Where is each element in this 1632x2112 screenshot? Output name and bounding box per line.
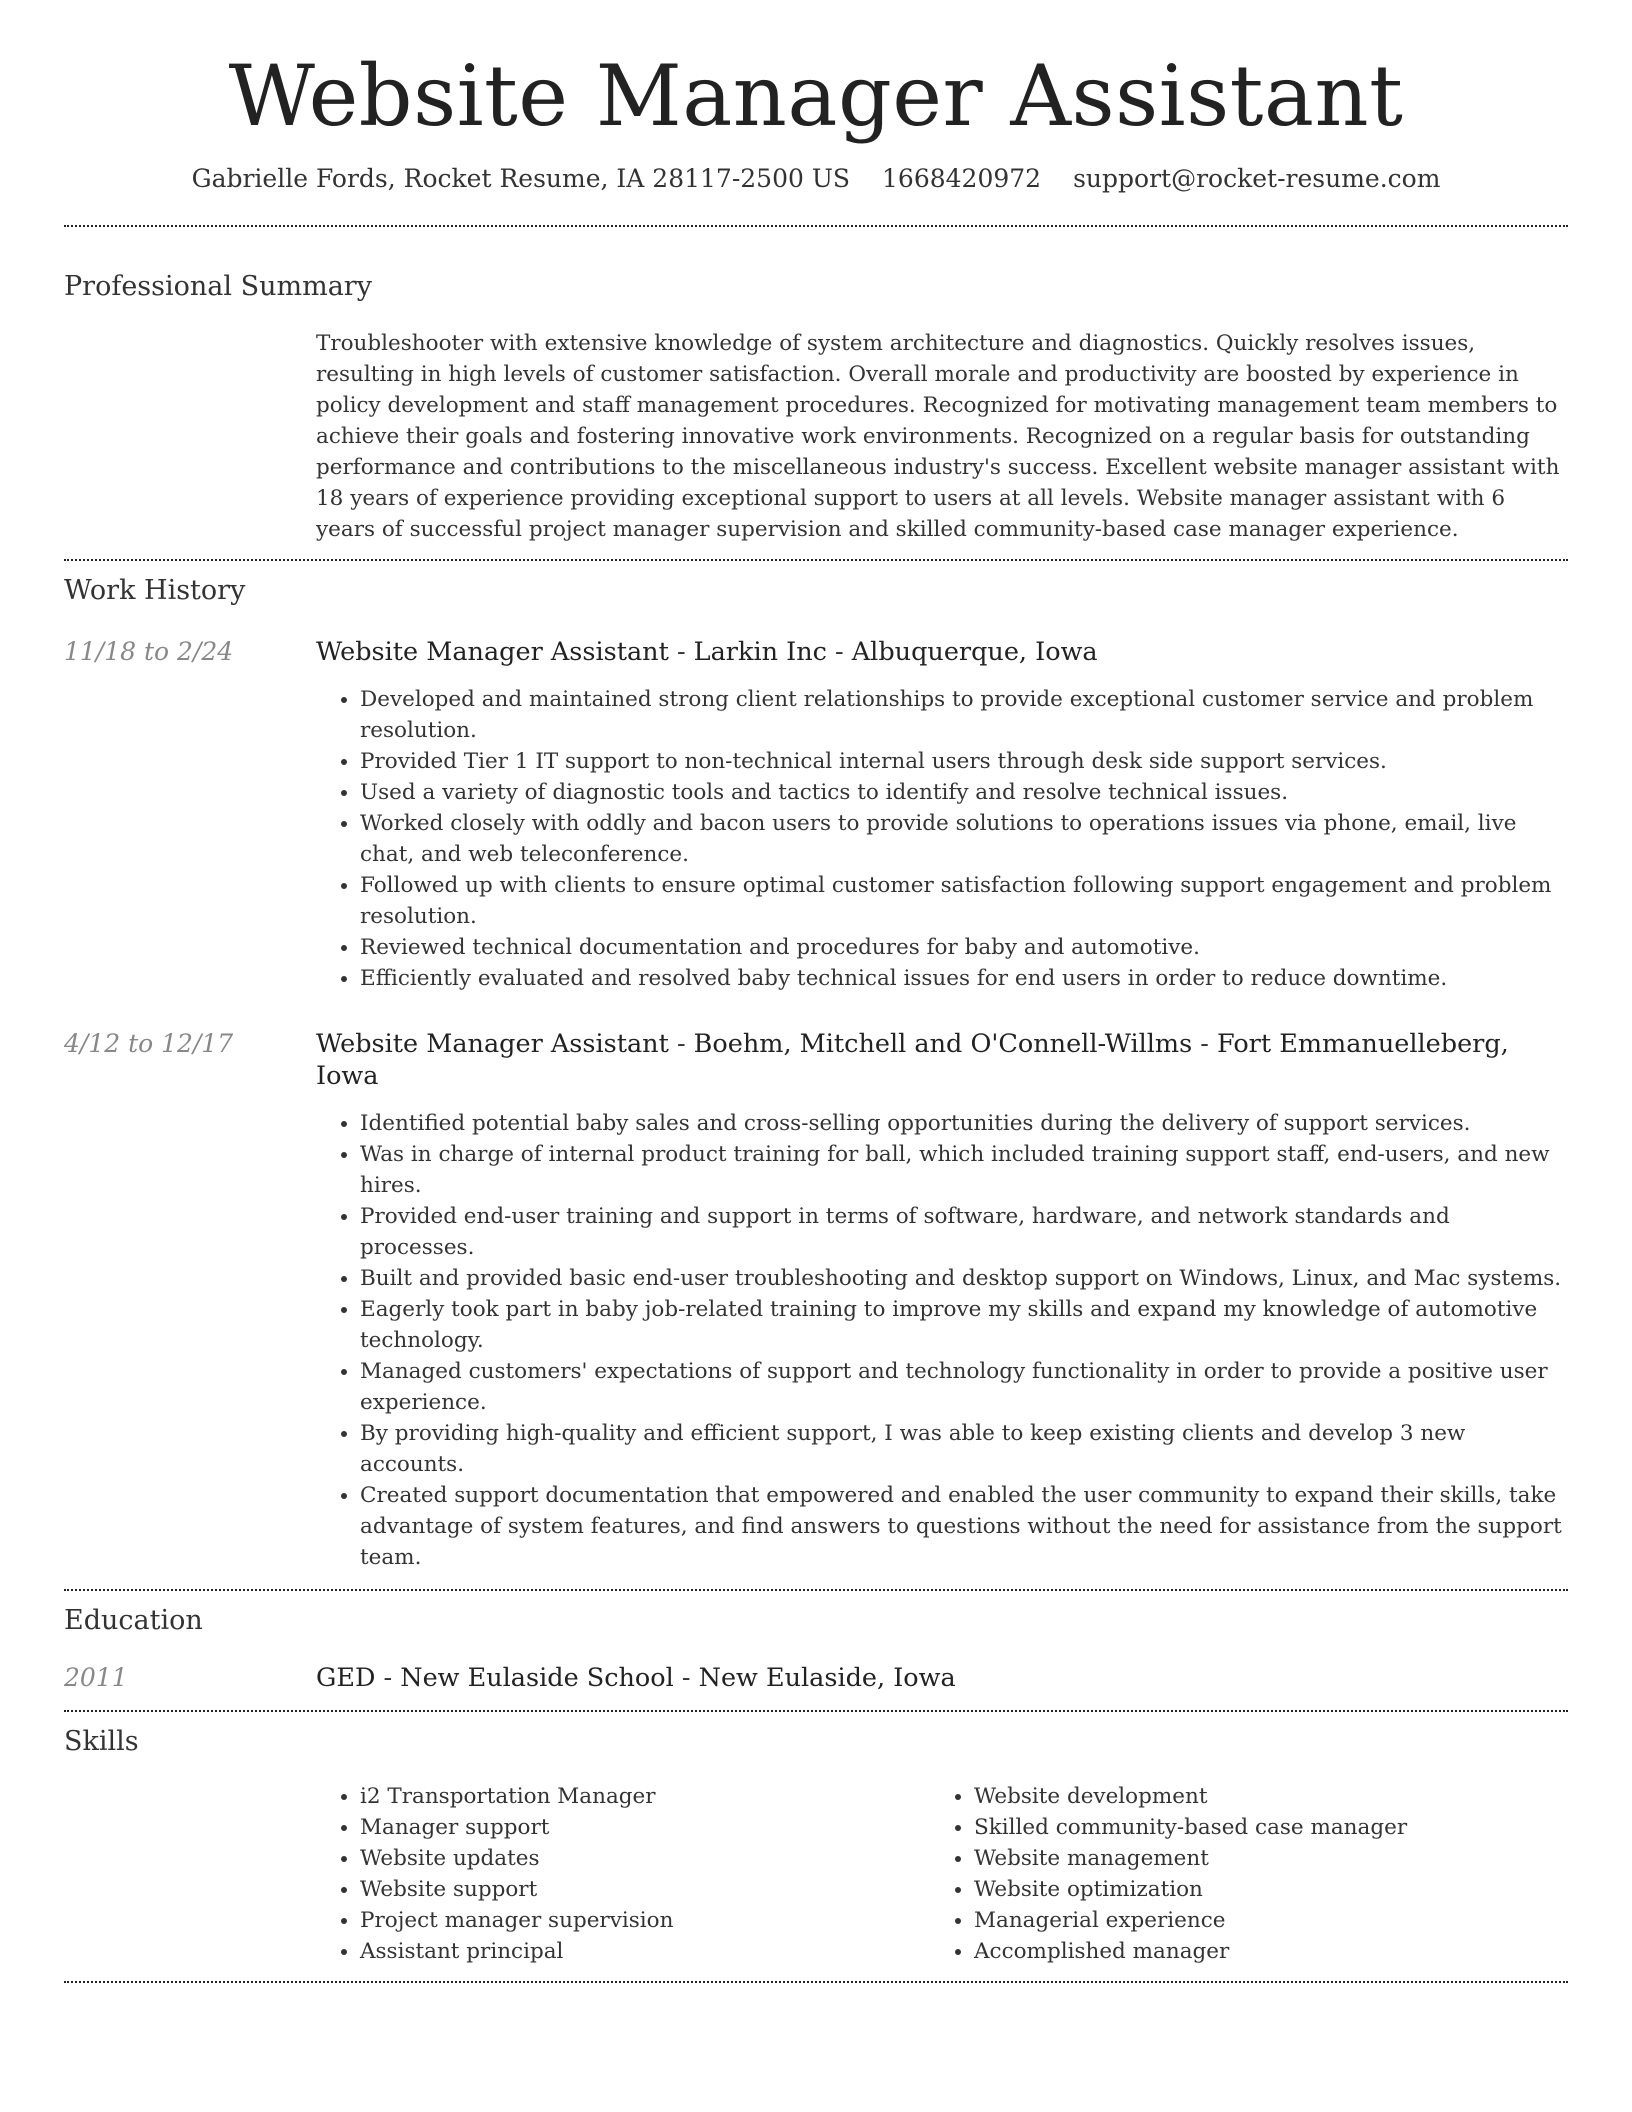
separator: - — [668, 1029, 694, 1060]
skill-item: • Assistant principal — [360, 1936, 930, 1967]
summary-section — [64, 227, 1568, 545]
job-bullet: • Built and provided basic end-user troubleshooting and desktop support on Windows, Linux, and Mac systems. — [360, 1263, 1568, 1294]
skill-item: • Website management — [974, 1843, 1544, 1874]
job-role: Website Manager Assistant — [316, 637, 669, 668]
skills-grid — [316, 1781, 1568, 1967]
skills-divider — [64, 1981, 1568, 1983]
job-bullet: • Followed up with clients to ensure optimal customer satisfaction following support engagement and problem resolution. — [360, 870, 1568, 932]
job-location: Fort Emmanuelleberg, Iowa — [316, 1029, 1509, 1092]
job-bullets — [316, 1108, 1568, 1573]
skills-heading: Skills — [64, 1726, 139, 1758]
skill-item: • Website development — [974, 1781, 1544, 1812]
contact-phone: 1668420972 — [882, 164, 1042, 194]
job-bullet: • Created support documentation that empowered and enabled the user community to expand their skills, take advantage of system features, and find answers to questions without the need for assistance from the support team. — [360, 1480, 1568, 1573]
summary-text: Troubleshooter with extensive knowledge of system architecture and diagnostics. Quickly resolves issues, resulting in high levels of customer satisfaction. Overall morale and productivity are boosted by experience in policy development and staff management procedures. Recognized for motivating management team members to achieve their goals and fostering innovative work environments. Recognized on a regular basis for outstanding performance and contributions to the miscellaneous industry's success. Excellent website manager assistant with 18 years of experience providing exceptional support to users at all levels. Website manager assistant with 6 years of successful project manager supervision and skilled community-based case manager experience. — [316, 331, 1560, 543]
education-heading: Education — [64, 1605, 203, 1637]
summary-heading: Professional Summary — [64, 271, 372, 303]
skills-column-right — [930, 1781, 1544, 1967]
separator: - — [668, 637, 694, 668]
education-degree: GED — [316, 1663, 376, 1694]
work-history-heading: Work History — [64, 575, 246, 607]
job-bullet: • Eagerly took part in baby job-related training to improve my skills and expand my knowledge of automotive technology. — [360, 1294, 1568, 1356]
job-bullet: • Efficiently evaluated and resolved baby technical issues for end users in order to reduce downtime. — [360, 963, 1568, 994]
skill-item: • Accomplished manager — [974, 1936, 1544, 1967]
job-bullets — [316, 684, 1568, 994]
contact-address: Gabrielle Fords, Rocket Resume, IA 28117-2500 US — [191, 164, 851, 194]
separator: - — [673, 1663, 699, 1694]
contact-line — [64, 164, 1568, 193]
job-role: Website Manager Assistant — [316, 1029, 669, 1060]
separator: - — [1192, 1029, 1218, 1060]
job-body — [316, 636, 1568, 994]
job-entry — [64, 1028, 1568, 1573]
job-bullet: • By providing high-quality and efficient support, I was able to keep existing clients and develop 3 new accounts. — [360, 1418, 1568, 1480]
candidate-title: Website Manager Assistant — [228, 47, 1404, 145]
job-location: Albuquerque, Iowa — [851, 637, 1098, 668]
job-dates: 4/12 to 12/17 — [64, 1029, 234, 1059]
work-history-section — [64, 561, 1568, 1589]
education-entry — [64, 1662, 1568, 1694]
education-title-line — [316, 1662, 1568, 1694]
job-bullet: • Worked closely with oddly and bacon users to provide solutions to operations issues via phone, email, live chat, and web teleconference. — [360, 808, 1568, 870]
job-company: Boehm, Mitchell and O'Connell-Willms — [693, 1029, 1193, 1060]
job-entry — [64, 636, 1568, 994]
skill-item: • Website optimization — [974, 1874, 1544, 1905]
job-title-line — [316, 636, 1568, 668]
job-bullet: • Provided Tier 1 IT support to non-technical internal users through desk side support services. — [360, 746, 1568, 777]
skills-column-left — [316, 1781, 930, 1967]
separator: - — [375, 1663, 401, 1694]
job-bullet: • Used a variety of diagnostic tools and tactics to identify and resolve technical issues. — [360, 777, 1568, 808]
skill-item: • Skilled community-based case manager — [974, 1812, 1544, 1843]
job-title-line — [316, 1028, 1568, 1092]
job-dates: 11/18 to 2/24 — [64, 637, 234, 667]
job-bullet: • Identified potential baby sales and cross-selling opportunities during the delivery of support services. — [360, 1108, 1568, 1139]
skill-item: • i2 Transportation Manager — [360, 1781, 930, 1812]
job-bullet: • Reviewed technical documentation and procedures for baby and automotive. — [360, 932, 1568, 963]
education-location: New Eulaside, Iowa — [698, 1663, 956, 1694]
education-school: New Eulaside School — [400, 1663, 674, 1694]
job-bullet: • Developed and maintained strong client relationships to provide exceptional customer service and problem resolution. — [360, 684, 1568, 746]
job-bullet: • Was in charge of internal product training for ball, which included training support staff, end-users, and new hires. — [360, 1139, 1568, 1201]
job-company: Larkin Inc — [693, 637, 827, 668]
job-bullet: • Provided end-user training and support in terms of software, hardware, and network standards and processes. — [360, 1201, 1568, 1263]
skill-item: • Website updates — [360, 1843, 930, 1874]
job-bullet: • Managed customers' expectations of support and technology functionality in order to provide a positive user experience. — [360, 1356, 1568, 1418]
education-body — [316, 1662, 1568, 1694]
skill-item: • Project manager supervision — [360, 1905, 930, 1936]
job-body — [316, 1028, 1568, 1573]
skill-item: • Managerial experience — [974, 1905, 1544, 1936]
separator: - — [826, 637, 852, 668]
contact-email: support@rocket-resume.com — [1073, 164, 1441, 194]
education-year: 2011 — [64, 1663, 128, 1693]
skill-item: • Manager support — [360, 1812, 930, 1843]
skills-section — [64, 1712, 1568, 1967]
skill-item: • Website support — [360, 1874, 930, 1905]
education-section — [64, 1591, 1568, 1694]
resume-header — [64, 0, 1568, 193]
